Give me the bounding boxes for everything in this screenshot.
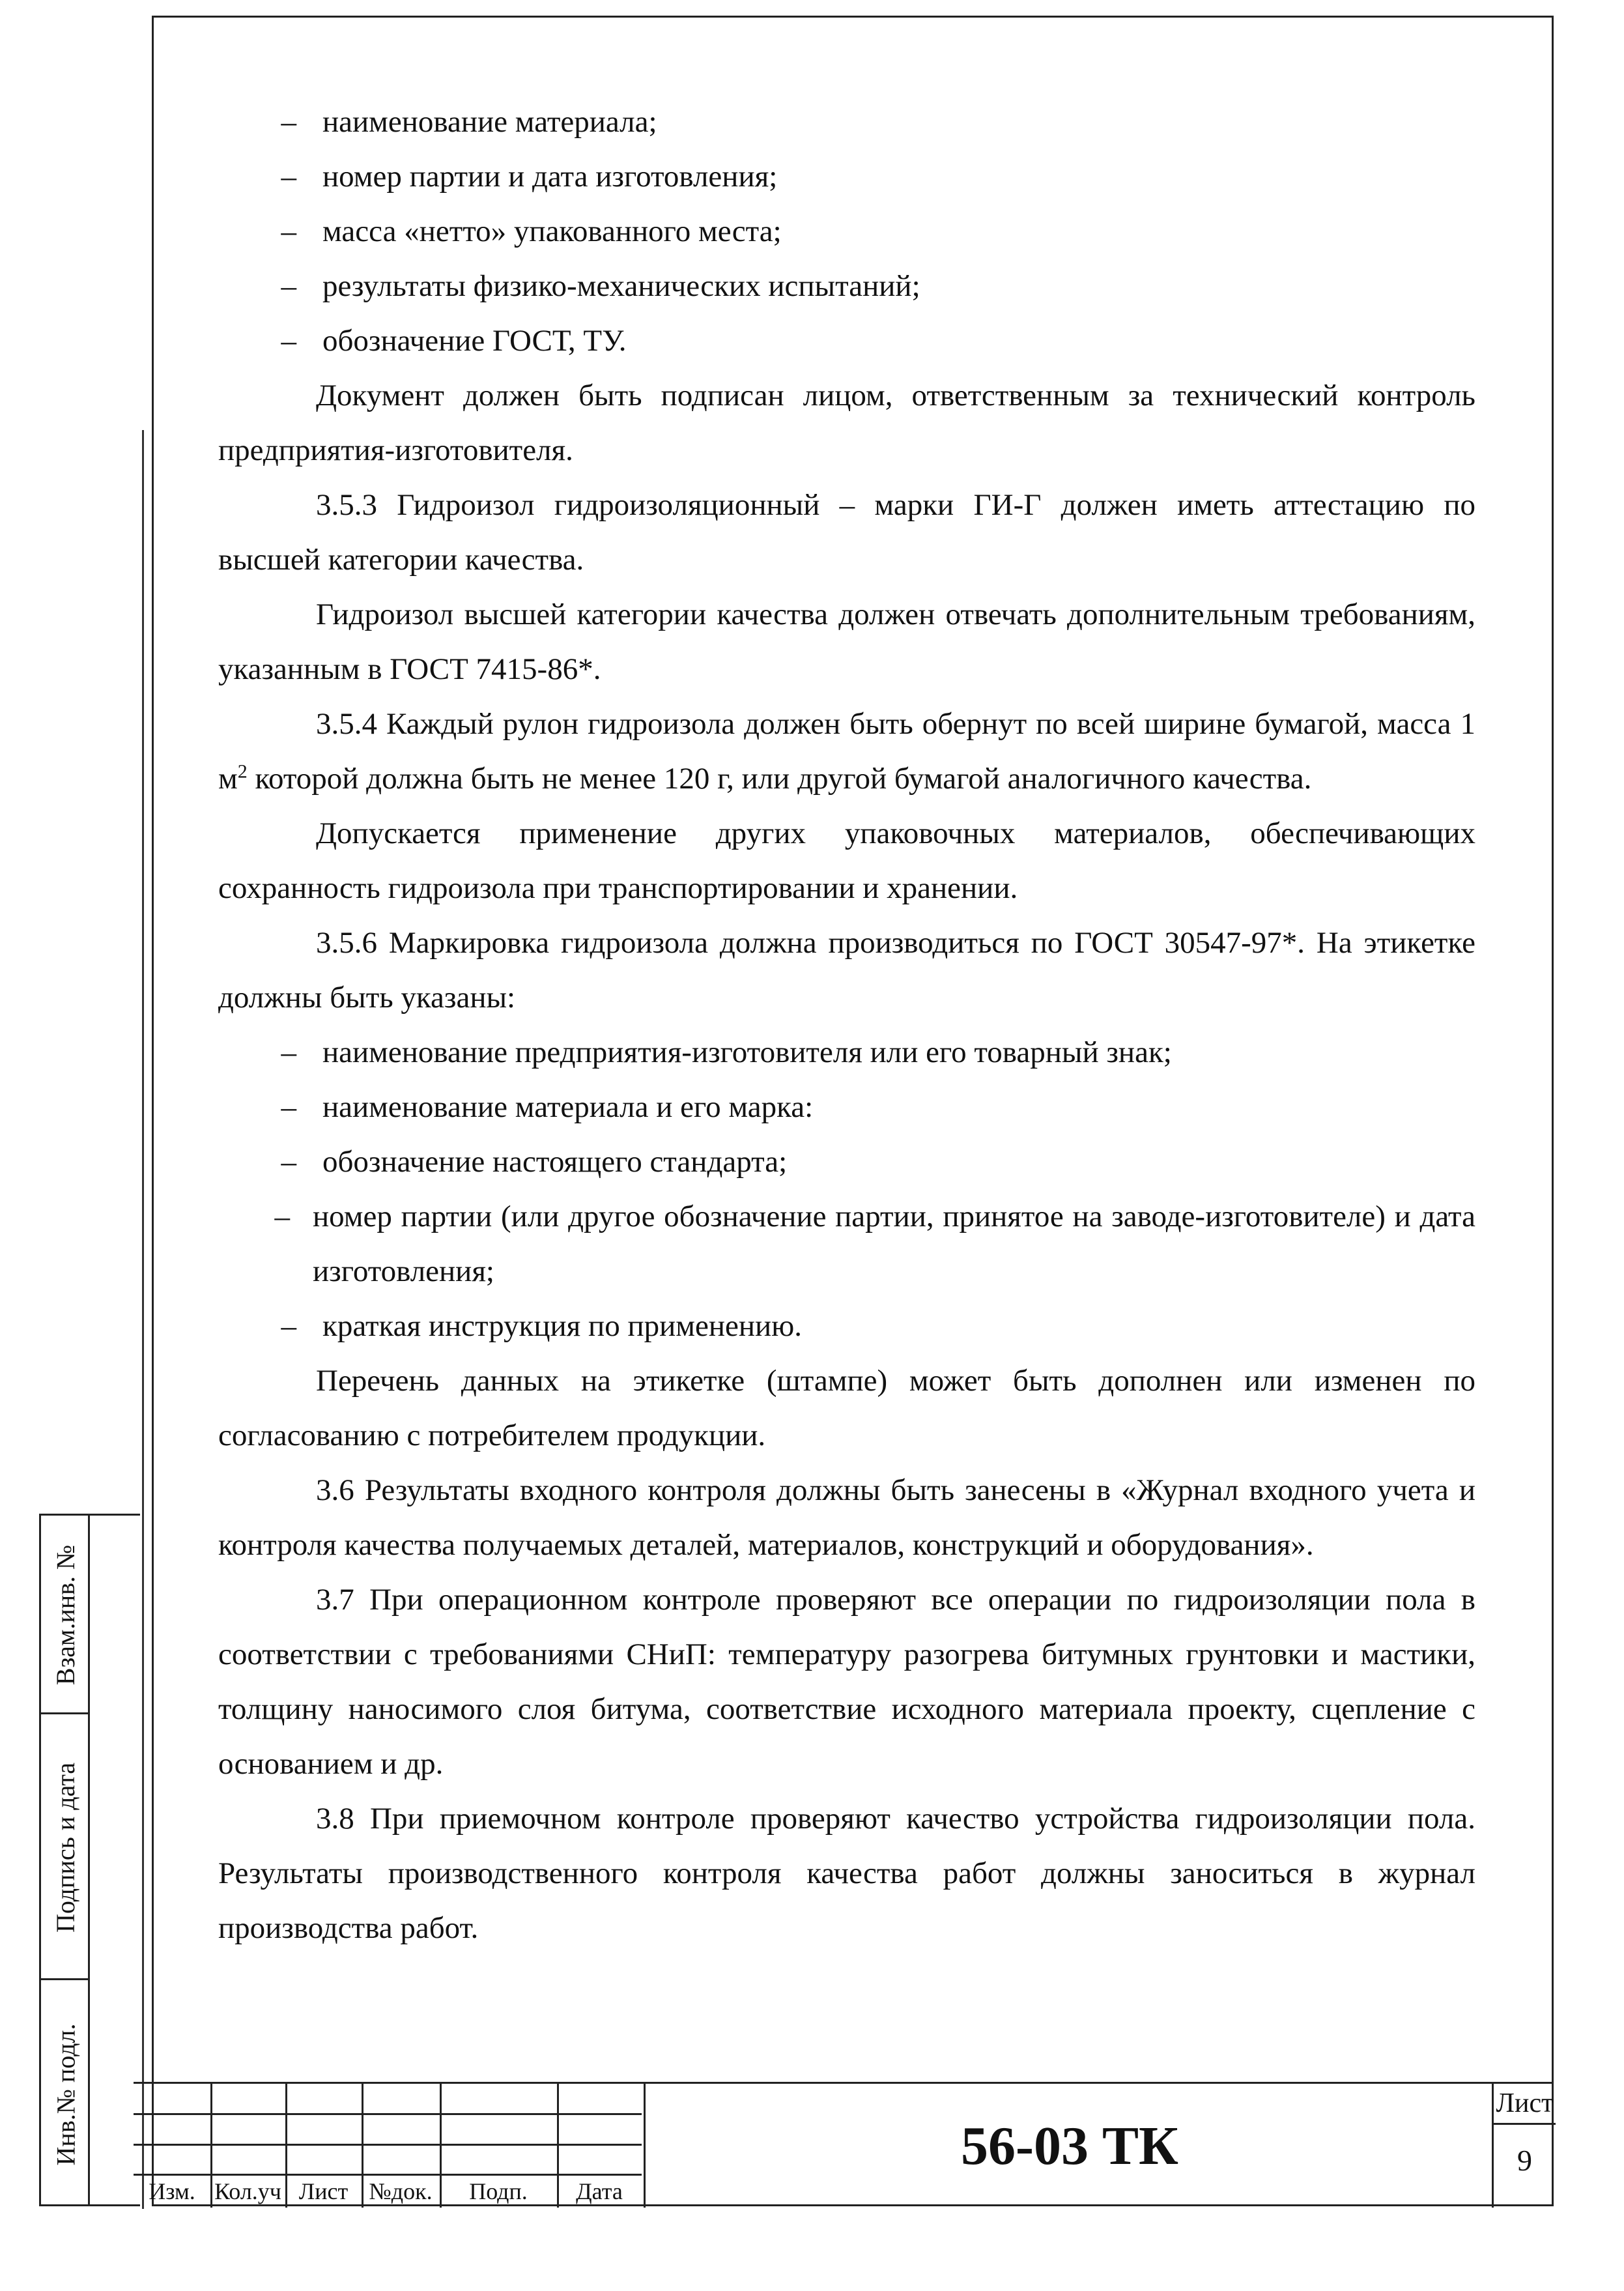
sheet-label: Лист [1494,2084,1556,2125]
paragraph-high-category: Гидроизол высшей категории качества должен отвечать дополнительным требованиям, указанным в ГОСТ 7415-86*. [218,598,1475,686]
paragraph-3-5-4 [218,697,1475,806]
list-item: – масса «нетто» упакованного места; [218,204,1475,259]
column-label-izm: Изм. [149,2178,195,2204]
list-item: – наименование материала и его марка: [218,1080,1475,1134]
list-item: – результаты физико-механических испытаний; [218,259,1475,313]
left-stamp [39,1514,140,2206]
list-item: – наименование материала; [218,94,1475,149]
column-label-kol-uch: Кол.уч [214,2178,281,2204]
list-item: – обозначение настоящего стандарта; [218,1134,1475,1189]
sheet-box [1492,2084,1556,2208]
paragraph-3-7: 3.7 При операционном контроле проверяют все операции по гидроизоляции пола в соответствии с требованиями СНиП: температуру разогрева битумных грунтовки и мастики, толщину наносимого слоя битума, соответствие исходного материала проекту, сцепление с основанием и др. [218,1583,1475,1781]
stamp-label-podpis: Подпись и дата [51,1762,80,1933]
paragraph-3-6: 3.6 Результаты входного контроля должны быть занесены в «Журнал входного учета и контроля качества получаемых деталей, материалов, конструкций и оборудования». [218,1473,1475,1562]
column-label-ndok: №док. [369,2178,433,2204]
title-block-grid [134,2084,642,2208]
list-item: – номер партии (или другое обозначение партии, принятое на заводе-изготовителе) и дата изготовления; [218,1189,1475,1299]
text-segment: 3.5.4 Каждый рулон гидроизола должен быть обернут по всей ширине бумагой, масса 1 м [218,707,1475,796]
paragraph-3-5-6: 3.5.6 Маркировка гидроизола должна производиться по ГОСТ 30547-97*. На этикетке должны быть указаны: [218,926,1475,1015]
document-body [218,94,1475,1955]
title-block [134,2082,1554,2208]
binding-margin-line [142,430,144,2209]
paragraph-3-5-3: 3.5.3 Гидроизол гидроизоляционный – марки ГИ-Г должен иметь аттестацию по высшей категории качества. [218,488,1475,577]
list-item: – наименование предприятия-изготовителя или его товарный знак; [218,1025,1475,1080]
paragraph-document-signature: Документ должен быть подписан лицом, ответственным за технический контроль предприятия-изготовителя. [218,379,1475,467]
list-item: – обозначение ГОСТ, ТУ. [218,313,1475,368]
stamp-label-vzam: Взам.инв. № [51,1544,81,1686]
list-item: – краткая инструкция по применению. [218,1299,1475,1353]
paragraph-allowed-materials: Допускается применение других упаковочных материалов, обеспечивающих сохранность гидроизола при транспортировании и хранении. [218,816,1475,905]
column-label-data: Дата [576,2178,623,2204]
paragraph-label-data: Перечень данных на этикетке (штампе) может быть дополнен или изменен по согласованию с потребителем продукции. [218,1364,1475,1452]
paragraph-3-8: 3.8 При приемочном контроле проверяют качество устройства гидроизоляции пола. Результаты производственного контроля качества работ должны заноситься в журнал производства работ. [218,1802,1475,1945]
superscript: 2 [237,760,248,783]
column-label-podp: Подп. [469,2178,528,2204]
sheet-number: 9 [1517,2144,1532,2177]
list-item: – номер партии и дата изготовления; [218,149,1475,204]
column-label-list: Лист [298,2178,349,2204]
text-segment: которой должна быть не менее 120 г, или другой бумагой аналогичного качества. [247,762,1312,796]
document-code: 56-03 ТК [644,2084,1494,2208]
stamp-label-inv: Инв.№ подл. [51,2023,81,2165]
